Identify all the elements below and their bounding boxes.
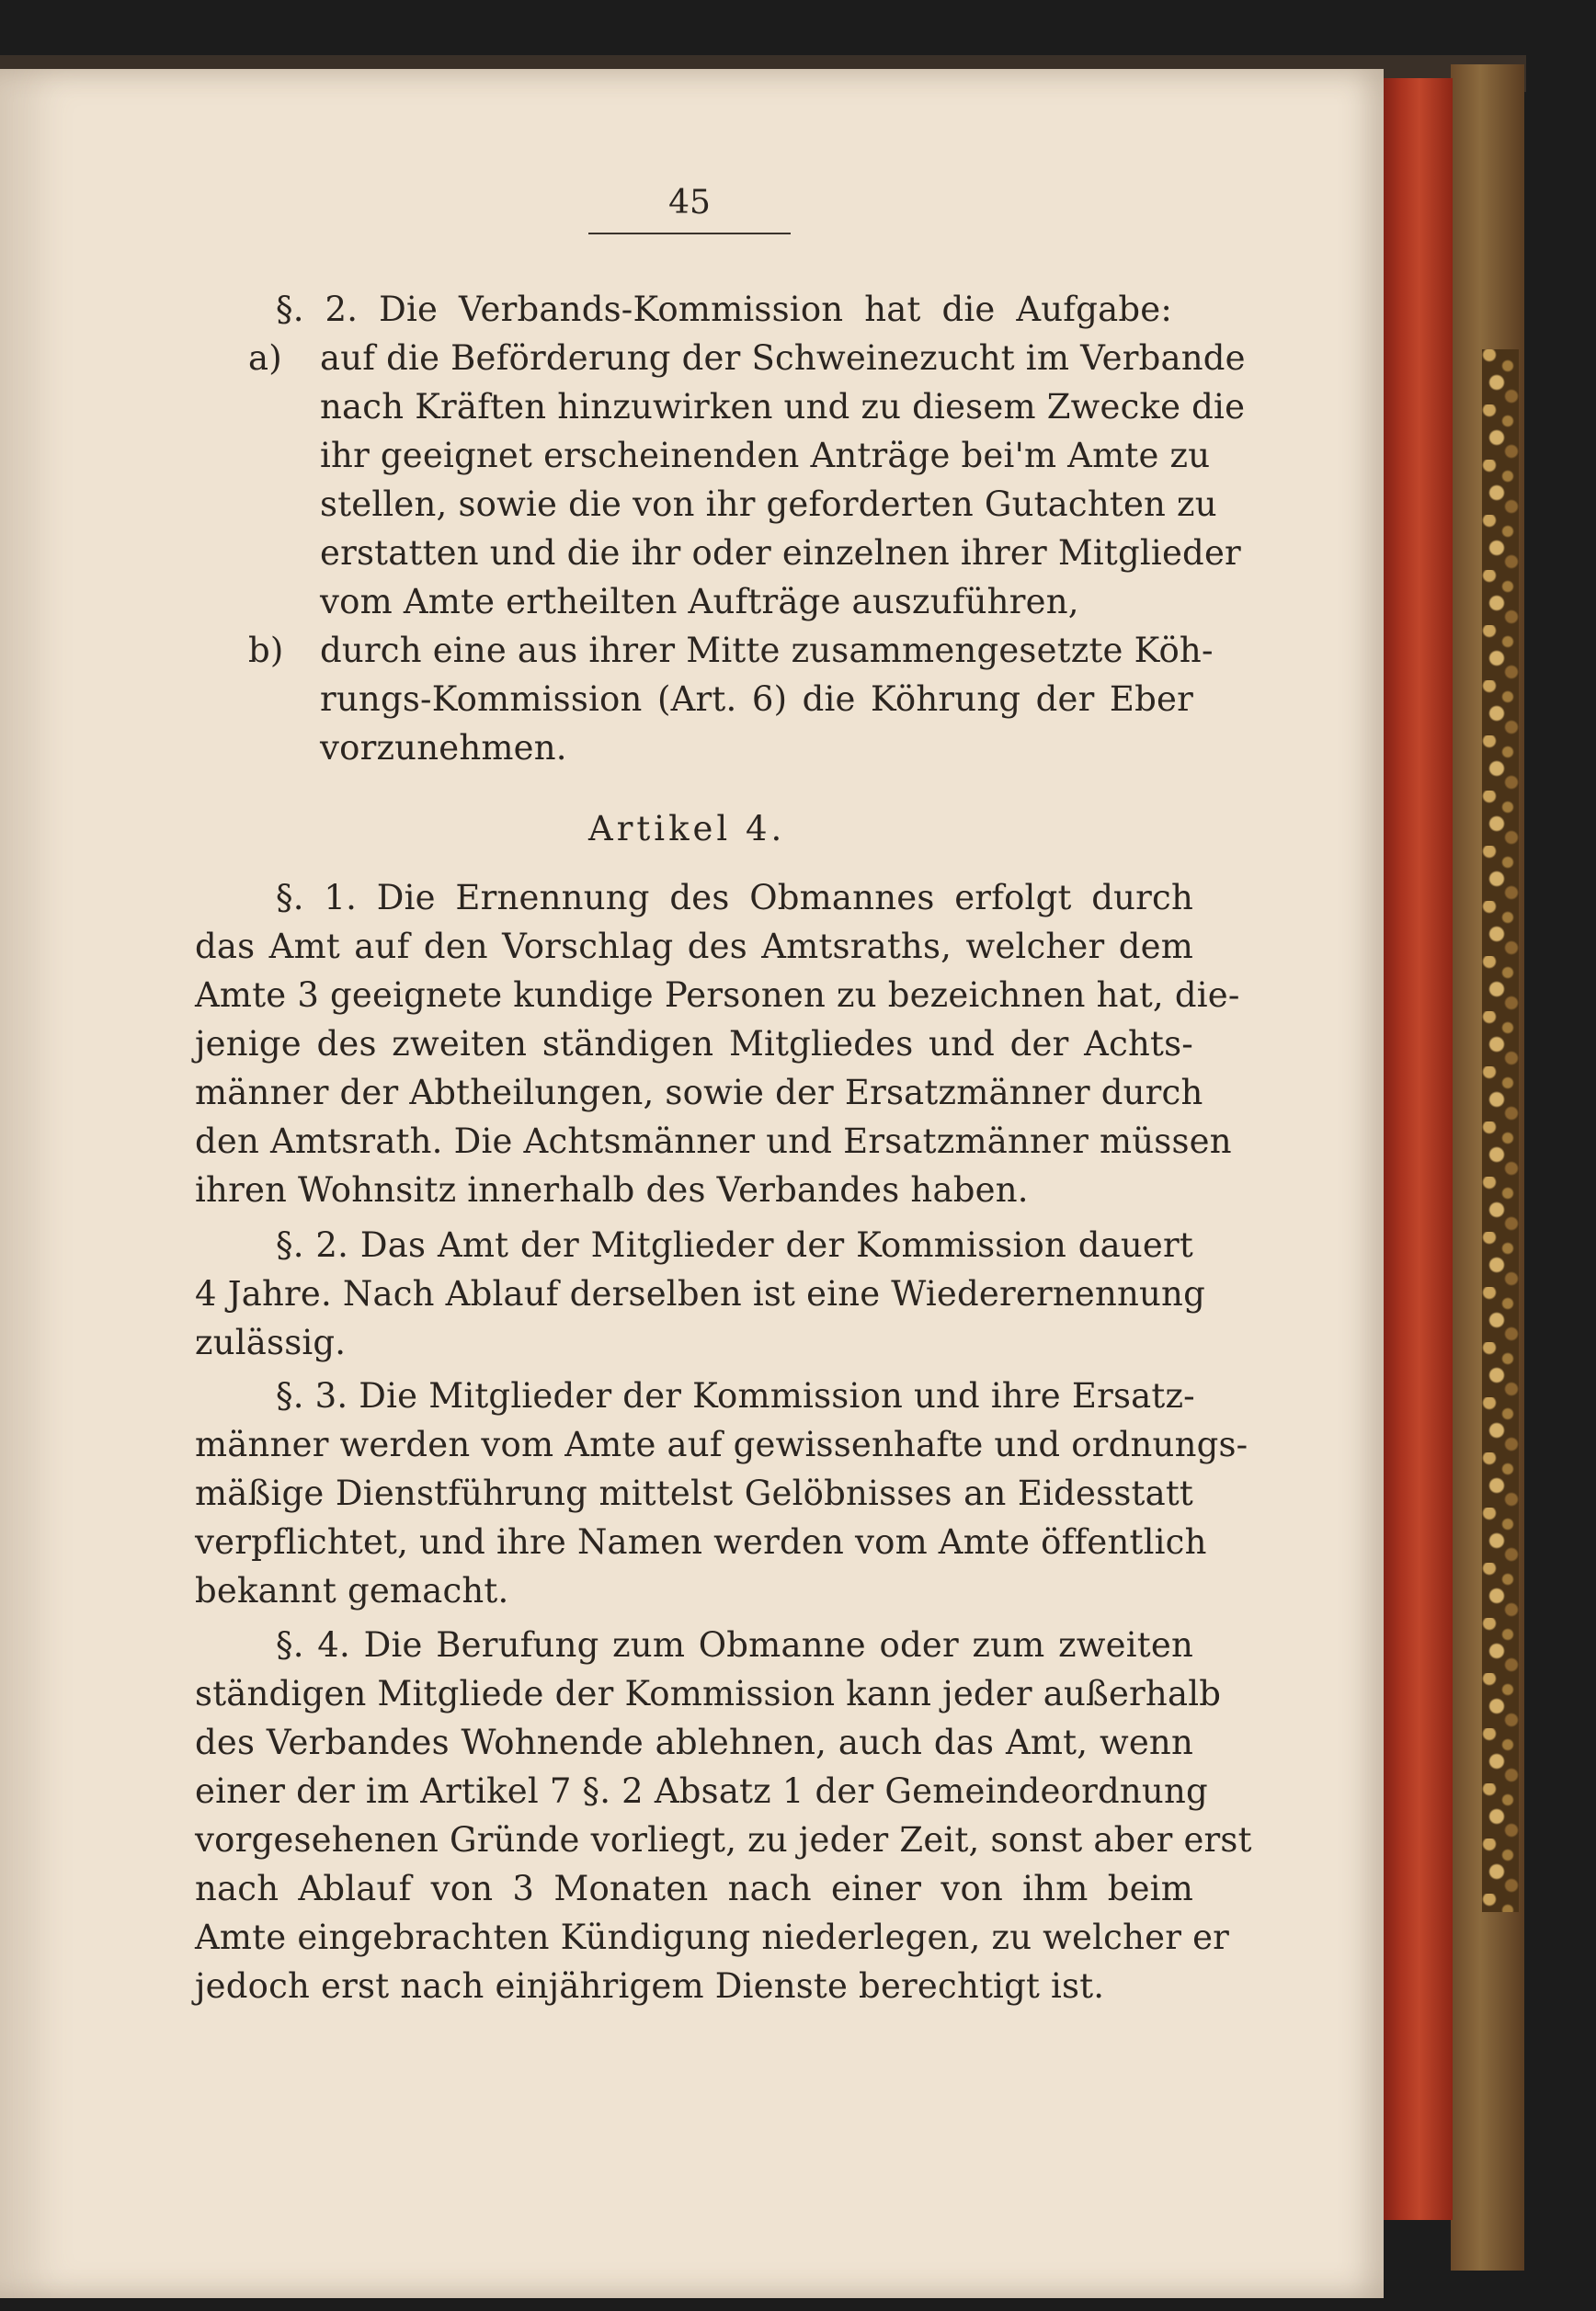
text-line: §. 2. Das Amt der Mitglieder der Kommission dauert <box>276 1225 1193 1265</box>
text-line: stellen, sowie die von ihr geforderten Gutachten zu <box>320 484 1217 524</box>
text-line: vorzunehmen. <box>320 728 567 768</box>
text-line: den Amtsrath. Die Achtsmänner und Ersatzmänner müssen <box>195 1121 1232 1161</box>
text-line: nach Ablauf von 3 Monaten nach einer von ihm beim <box>195 1869 1193 1908</box>
text-line: §. 3. Die Mitglieder der Kommission und ihre Ersatz- <box>276 1376 1195 1416</box>
text-line: jedoch erst nach einjährigem Dienste berechtigt ist. <box>195 1966 1105 2006</box>
text-line: des Verbandes Wohnende ablehnen, auch das Amt, wenn <box>195 1723 1193 1762</box>
header-rule <box>588 233 791 234</box>
text-line: ihr geeignet erscheinenden Anträge bei'm Amte zu <box>320 436 1211 475</box>
marbled-spine <box>1482 349 1519 1912</box>
text-line: verpflichtet, und ihre Namen werden vom Amte öffentlich <box>195 1522 1207 1562</box>
text-line: vorgesehenen Gründe vorliegt, zu jeder Zeit, sonst aber erst <box>195 1820 1252 1860</box>
text-line: mäßige Dienstführung mittelst Gelöbnisses an Eidesstatt <box>195 1474 1193 1513</box>
text-line: bekannt gemacht. <box>195 1571 509 1611</box>
page-number: 45 <box>668 184 711 222</box>
text-line: Amte 3 geeignete kundige Personen zu bezeichnen hat, die- <box>195 975 1240 1015</box>
list-marker-b: b) <box>248 631 284 670</box>
text-line: ihren Wohnsitz innerhalb des Verbandes haben. <box>195 1170 1029 1210</box>
text-line: durch eine aus ihrer Mitte zusammengesetzte Köh- <box>320 631 1214 670</box>
text-line: auf die Beförderung der Schweinezucht im Verbande <box>320 338 1246 378</box>
text-line: §. 4. Die Berufung zum Obmanne oder zum zweiten <box>276 1625 1193 1665</box>
text-line: jenige des zweiten ständigen Mitgliedes und der Achts- <box>195 1024 1193 1064</box>
text-line: das Amt auf den Vorschlag des Amtsraths, welcher dem <box>195 927 1193 966</box>
article-heading: Artikel 4. <box>588 809 786 848</box>
text-line: männer werden vom Amte auf gewissenhafte und ordnungs- <box>195 1425 1248 1464</box>
text-line: §. 1. Die Ernennung des Obmannes erfolgt durch <box>276 878 1193 917</box>
text-line: erstatten und die ihr oder einzelnen ihrer Mitglieder <box>320 533 1241 573</box>
text-line: ständigen Mitgliede der Kommission kann jeder außerhalb <box>195 1674 1222 1713</box>
text-line: rungs-Kommission (Art. 6) die Köhrung der Eber <box>320 679 1193 719</box>
red-page-edges <box>1379 78 1453 2220</box>
text-line: vom Amte ertheilten Aufträge auszuführen, <box>320 582 1079 621</box>
list-marker-a: a) <box>248 338 282 378</box>
text-line: einer der im Artikel 7 §. 2 Absatz 1 der Gemeindeordnung <box>195 1771 1208 1811</box>
text-line: nach Kräften hinzuwirken und zu diesem Zwecke die <box>320 387 1246 427</box>
text-line: männer der Abtheilungen, sowie der Ersatzmänner durch <box>195 1073 1203 1112</box>
text-line: §. 2. Die Verbands-Kommission hat die Aufgabe: <box>276 290 1172 329</box>
text-line: zulässig. <box>195 1323 347 1362</box>
text-line: Amte eingebrachten Kündigung niederlegen, zu welcher er <box>195 1918 1230 1957</box>
text-line: 4 Jahre. Nach Ablauf derselben ist eine Wiederernennung <box>195 1274 1205 1314</box>
